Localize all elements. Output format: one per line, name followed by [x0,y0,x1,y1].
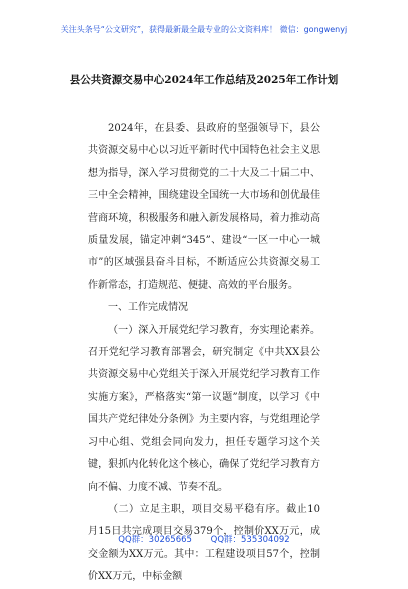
section-heading: 一、工作完成情况 [108,302,188,314]
paragraph-party-education: （一）深入开展党纪学习教育，夯实理论素养。召开党纪学习教育部署会，研究制定《中共XX县公共资源交易中心党组关于深入开展党纪学习教育工作实施方案》，严格落实“第一议题”制度，以学习《中国共产党纪律处分条例》为主要内容，与党组理论学习中心组、党组会同向发力，担任专题学习这个关键，狠抓内化转化这个核心，确保了党纪学习教育方向不偏、力度不减、节奏不乱。 [88,324,320,493]
footer-qq-group-2: QQ群：535304092 [210,535,290,545]
paragraph-intro: 2024年，在县委、县政府的坚强领导下，县公共资源交易中心以习近平新时代中国特色社会主义思想为指导，深入学习贯彻党的二十大及二十届二中、三中全会精神，围绕建设全国统一大市场和创优最佳营商环境，积极服务和融入新发展格局，着力推动高质量发展，锚定冲刺“345”、建设“一区一中心一城市”的区域强县奋斗目标，不断适应公共资源交易工作新常态，打造规范、便捷、高效的平台服务。 [88,123,320,291]
document-title: 县公共资源交易中心2024年工作总结及2025年工作计划 [69,74,339,86]
document-body [88,118,320,589]
footer-contacts [0,533,408,545]
footer-qq-group-1: QQ群：30265665 [118,535,192,545]
header-banner: 关注头条号“公文研究”，获得最新最全最专业的公文资料库！ 微信：gongwenyj [60,25,348,34]
paragraph-project-trading: （二）立足主职，项目交易平稳有序。截止10月15日共完成项目交易379个，控制价XX万元，成交金额为XX万元。其中：工程建设项目57个，控制价XX万元，中标金额 [88,503,320,583]
